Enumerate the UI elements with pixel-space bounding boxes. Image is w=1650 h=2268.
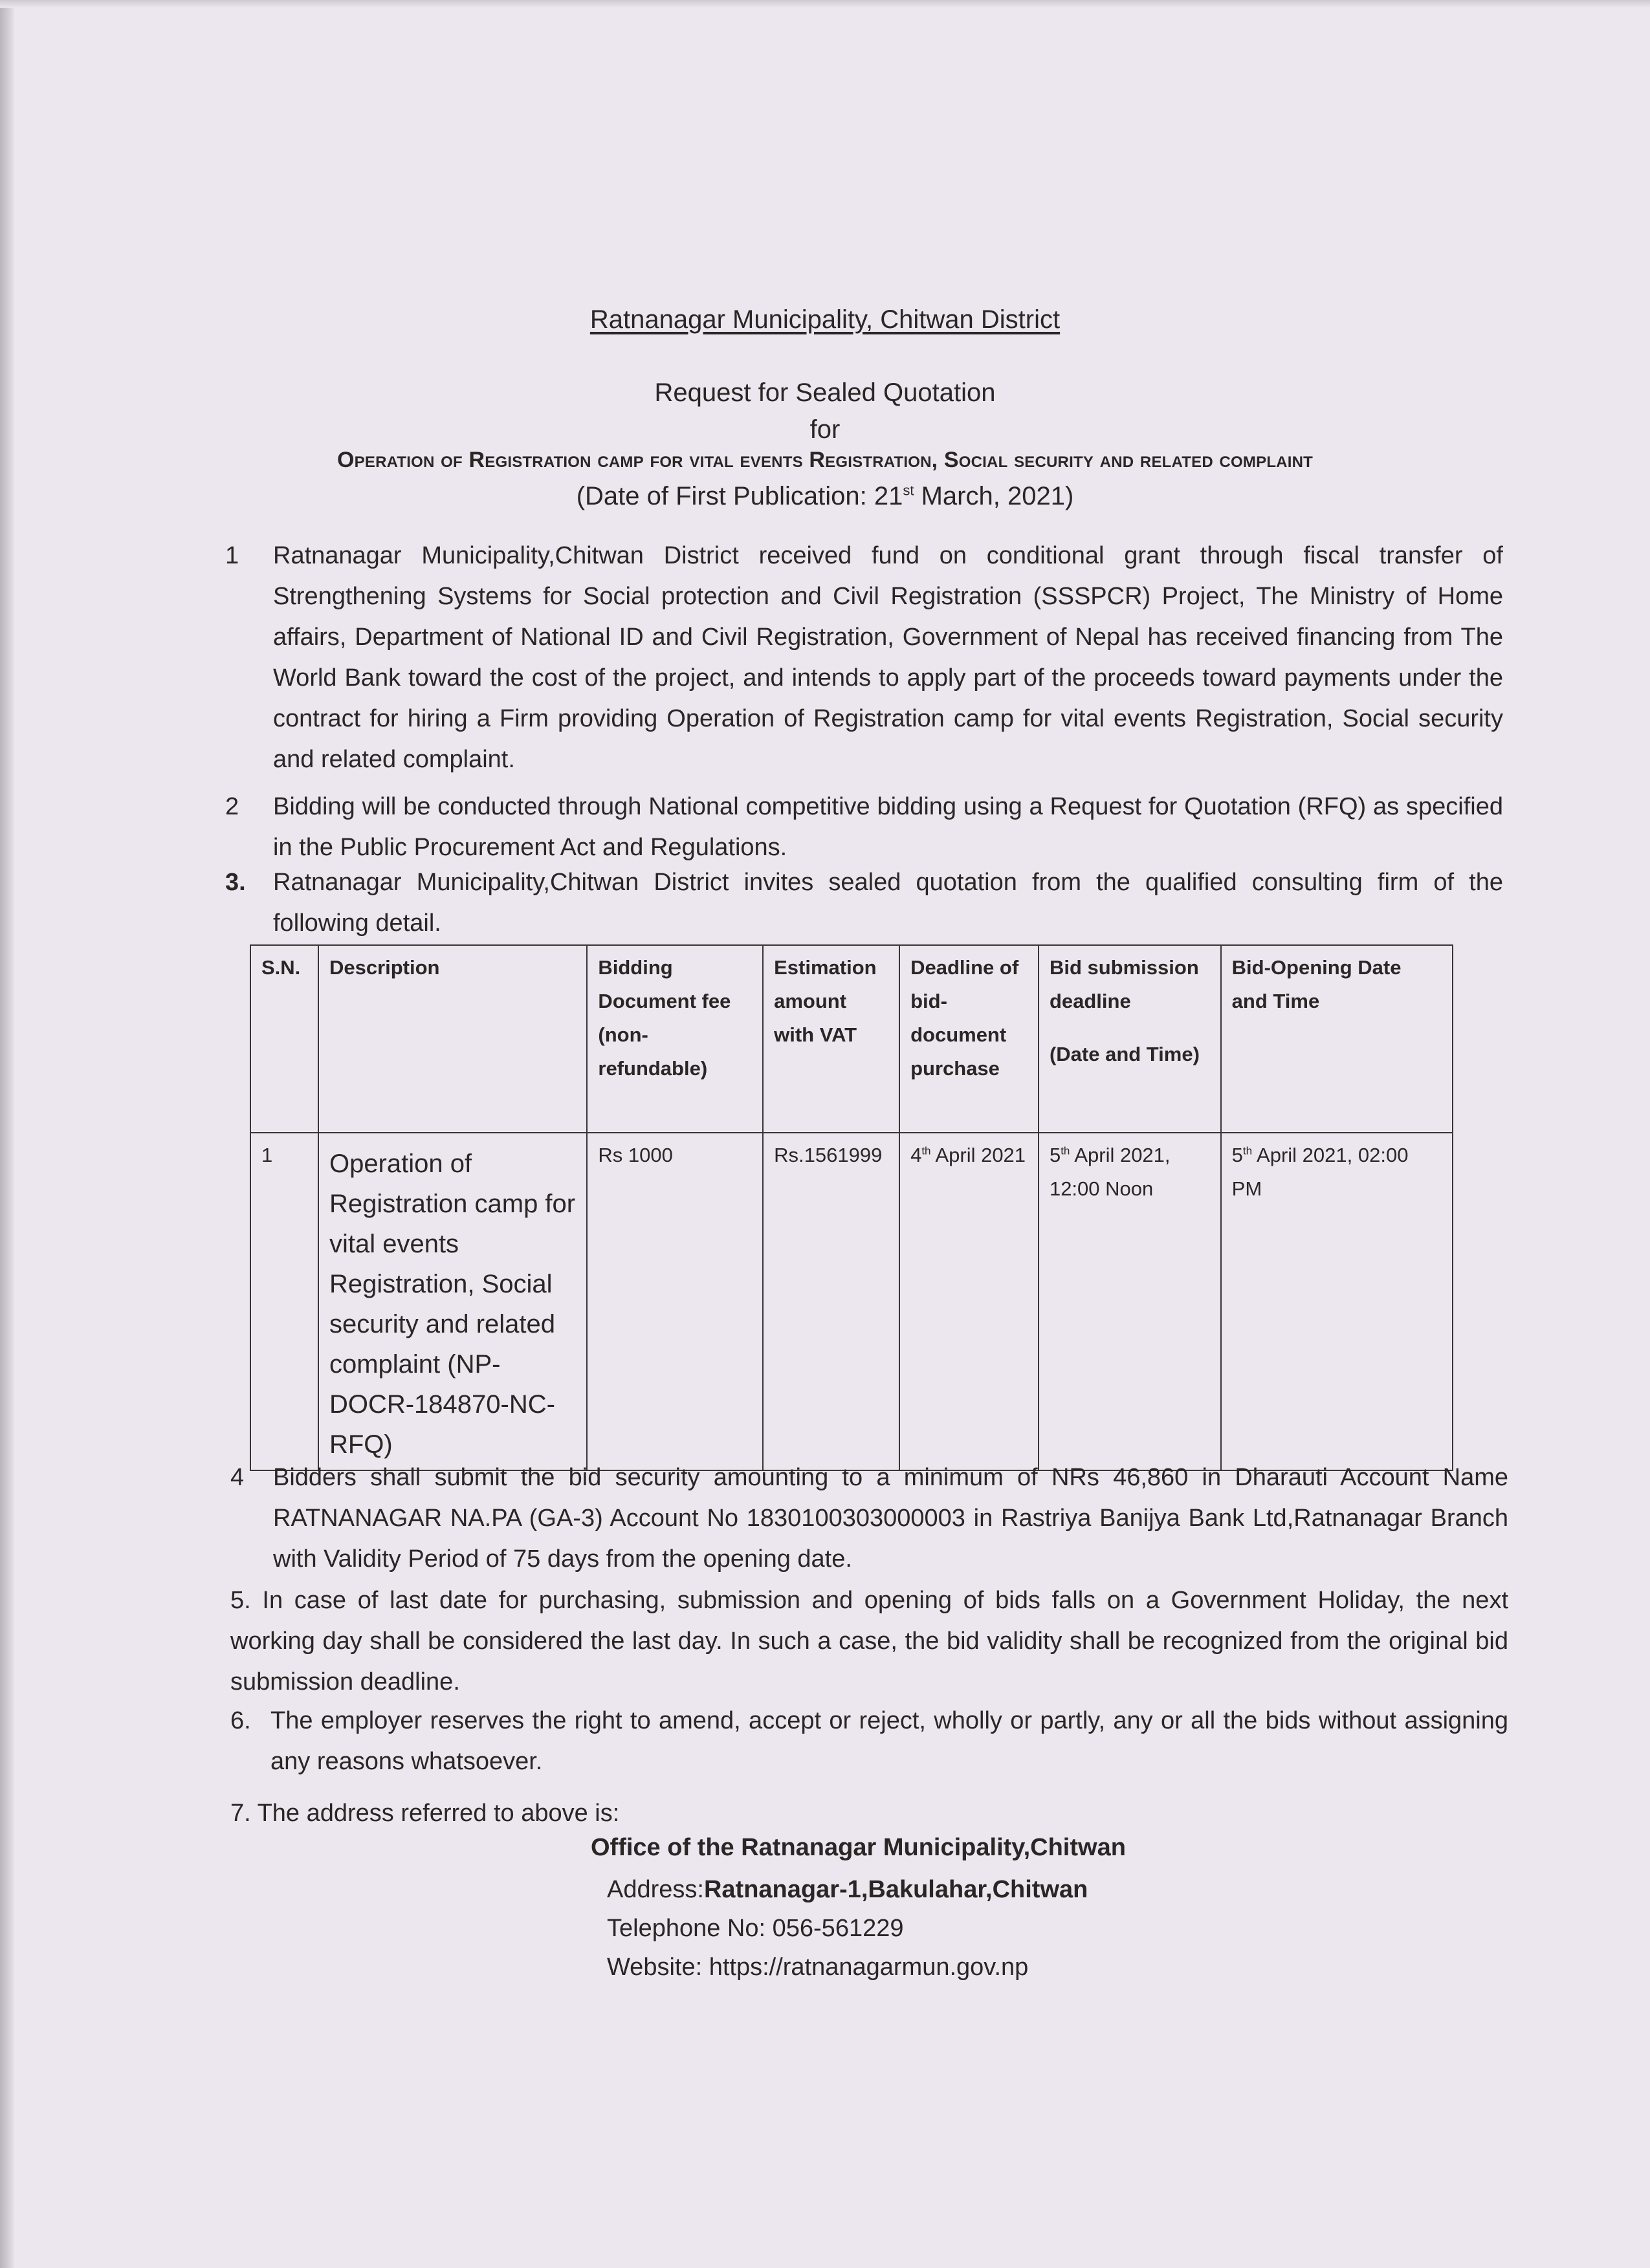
paragraph-number: 4: [230, 1464, 245, 1491]
paragraph-6: [230, 1701, 1508, 1782]
address-line: [607, 1870, 1088, 1909]
header-estimation-amount: Estimation amount with VAT: [763, 945, 899, 1133]
table-row: [250, 1133, 1453, 1470]
operation-title: Operation of Registration camp for vital events Registration, Social security and related complaint: [337, 448, 1313, 472]
for-text: for: [809, 415, 841, 444]
paragraph-2: [225, 787, 1503, 868]
bid-rest: April 2021, 12:00 Noon: [1049, 1144, 1171, 1200]
paragraph-text: The employer reserves the right to amend, accept or reject, wholly or partly, any or all the bids without assigning any reasons whatsoever.: [270, 1707, 1508, 1775]
paragraph-4: [230, 1457, 1508, 1580]
bid-day: 5: [1049, 1144, 1061, 1166]
cell-sn: 1: [250, 1133, 318, 1470]
header-bid-submission-main: Bid submission deadline: [1049, 956, 1199, 1012]
pub-date-suffix: March, 2021): [914, 482, 1074, 510]
header-bid-submission-sub: (Date and Time): [1049, 1043, 1200, 1065]
pub-date-prefix: (Date of First Publication: 21: [576, 482, 903, 510]
table-header-row: [250, 945, 1453, 1133]
paragraph-text: Ratnanagar Municipality,Chitwan District received fund on conditional grant through fiscal transfer of Strengthening Systems for Social protection and Civil Registration (SSSPCR) Project, The Ministry of Home affairs, Department of National ID and Civil Registration, Government of Nepal has received financing from The World Bank toward the cost of the project, and intends to apply part of the proceeds toward payments under the contract for hiring a Firm providing Operation of Registration camp for vital events Registration, Social security and related complaint.: [273, 542, 1503, 773]
open-rest: April 2021, 02:00 PM: [1231, 1144, 1409, 1200]
paragraph-number: 6.: [230, 1707, 251, 1734]
cell-description: Operation of Registration camp for vital events Registration, Social security and related complaint (NP-DOCR-184870-NC-RFQ): [318, 1133, 587, 1470]
paragraph-number: 3.: [225, 869, 246, 896]
pub-date-sup: st: [903, 482, 914, 499]
paragraph-1: [225, 536, 1503, 780]
deadline-day: 4: [910, 1144, 922, 1166]
address-label: Address:: [607, 1876, 704, 1903]
address-office: Office of the Ratnanagar Municipality,Chitwan: [591, 1834, 1126, 1861]
cell-document-fee: Rs 1000: [587, 1133, 763, 1470]
header-sn: S.N.: [250, 945, 318, 1133]
organization-title: Ratnanagar Municipality, Chitwan District: [589, 305, 1061, 334]
open-day: 5: [1231, 1144, 1243, 1166]
paragraph-5: 5. In case of last date for purchasing, submission and opening of bids falls on a Government Holiday, the next working day shall be considered the last day. In such a case, the bid validity shall be recognized from the original bid submission deadline.: [230, 1587, 1508, 1696]
paragraph-7: 7. The address referred to above is:: [230, 1800, 620, 1827]
open-sup: th: [1242, 1144, 1253, 1157]
header-bid-submission: [1039, 945, 1221, 1133]
cell-purchase-deadline: [899, 1133, 1039, 1470]
deadline-sup: th: [921, 1144, 931, 1157]
cell-estimation-amount: Rs.1561999: [763, 1133, 899, 1470]
rfq-title: Request for Sealed Quotation: [654, 378, 996, 407]
paragraph-number: 2: [225, 793, 239, 820]
telephone-line: Telephone No: 056-561229: [607, 1915, 904, 1942]
paragraph-number: 1: [225, 542, 239, 569]
paragraph-text: Bidders shall submit the bid security amounting to a minimum of NRs 46,860 in Dharauti Account Name RATNANAGAR NA.PA (GA-3) Account No 1830100303000003 in Rastriya Banijya Bank Ltd,Ratnanagar Branch with Validity Period of 75 days from the opening date.: [273, 1464, 1508, 1573]
paragraph-text: Ratnanagar Municipality,Chitwan District invites sealed quotation from the qualified consulting firm of the following detail.: [273, 869, 1503, 937]
cell-bid-submission: [1039, 1133, 1221, 1470]
cell-bid-opening: [1221, 1133, 1453, 1470]
bid-sup: th: [1061, 1144, 1070, 1157]
header-purchase-deadline: Deadline of bid-document purchase: [899, 945, 1039, 1133]
paragraph-text: Bidding will be conducted through National competitive bidding using a Request for Quotation (RFQ) as specified in the Public Procurement Act and Regulations.: [273, 793, 1503, 861]
page-shadow-edge: [0, 0, 14, 2268]
header-description: Description: [318, 945, 587, 1133]
website-line: Website: https://ratnanagarmun.gov.np: [607, 1954, 1029, 1981]
paragraph-3: [225, 862, 1503, 944]
page-top-edge: [0, 0, 1650, 8]
deadline-rest: April 2021: [930, 1144, 1026, 1166]
rfq-detail-table: [250, 944, 1453, 1471]
publication-date: [0, 482, 1650, 511]
address-value: Ratnanagar-1,Bakulahar,Chitwan: [703, 1876, 1088, 1903]
header-document-fee: Bidding Document fee (non-refundable): [587, 945, 763, 1133]
header-bid-opening: Bid-Opening Date and Time: [1221, 945, 1453, 1133]
